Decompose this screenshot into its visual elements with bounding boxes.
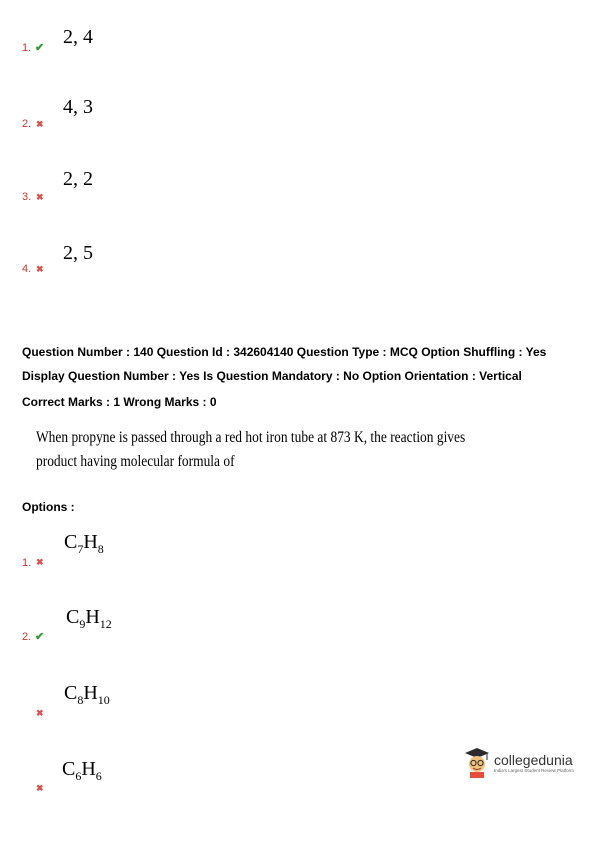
cross-icon: ✖: [36, 264, 44, 274]
question-meta-line-1: Question Number : 140 Question Id : 342604140 Question Type : MCQ Option Shuffling : Yes: [22, 345, 547, 359]
option-number: 4.: [22, 263, 32, 275]
logo-name: collegedunia: [494, 751, 573, 768]
question-stem-line-1: When propyne is passed through a red hot iron tube at 873 K, the reaction gives: [36, 429, 466, 446]
option-formula: $C_6H_6$: [62, 758, 102, 783]
options-label: Options :: [22, 500, 75, 514]
check-icon: ✔: [35, 42, 45, 54]
cross-icon: ✖: [36, 192, 44, 202]
option-text: 2, 5: [63, 242, 93, 264]
option-number: 1.: [22, 557, 32, 569]
check-icon: ✔: [35, 631, 45, 643]
question-marks: Correct Marks : 1 Wrong Marks : 0: [22, 395, 217, 409]
cross-icon: ✖: [36, 708, 44, 718]
logo-tagline: India's Largest Student Review Platform: [494, 767, 574, 773]
option-formula: $C_7H_8$: [64, 531, 104, 556]
question-stem-line-2: product having molecular formula of: [36, 453, 235, 470]
option-formula: $C_9H_{12}$: [66, 606, 112, 631]
option-text: 2, 2: [63, 168, 93, 190]
option-formula: $C_8H_{10}$: [64, 682, 110, 707]
cross-icon: ✖: [36, 119, 44, 129]
collegedunia-logo: [463, 746, 574, 778]
cross-icon: ✖: [36, 783, 44, 793]
option-number: 1.: [22, 42, 32, 54]
option-number: 3.: [22, 191, 32, 203]
option-text: 2, 4: [63, 26, 93, 48]
question-meta-line-2: Display Question Number : Yes Is Question Mandatory : No Option Orientation : Vertical: [22, 369, 522, 383]
cross-icon: ✖: [36, 557, 44, 567]
option-text: 4, 3: [63, 96, 93, 118]
option-number: 2.: [22, 631, 32, 643]
mascot-icon: [463, 746, 491, 778]
option-number: 2.: [22, 118, 32, 130]
